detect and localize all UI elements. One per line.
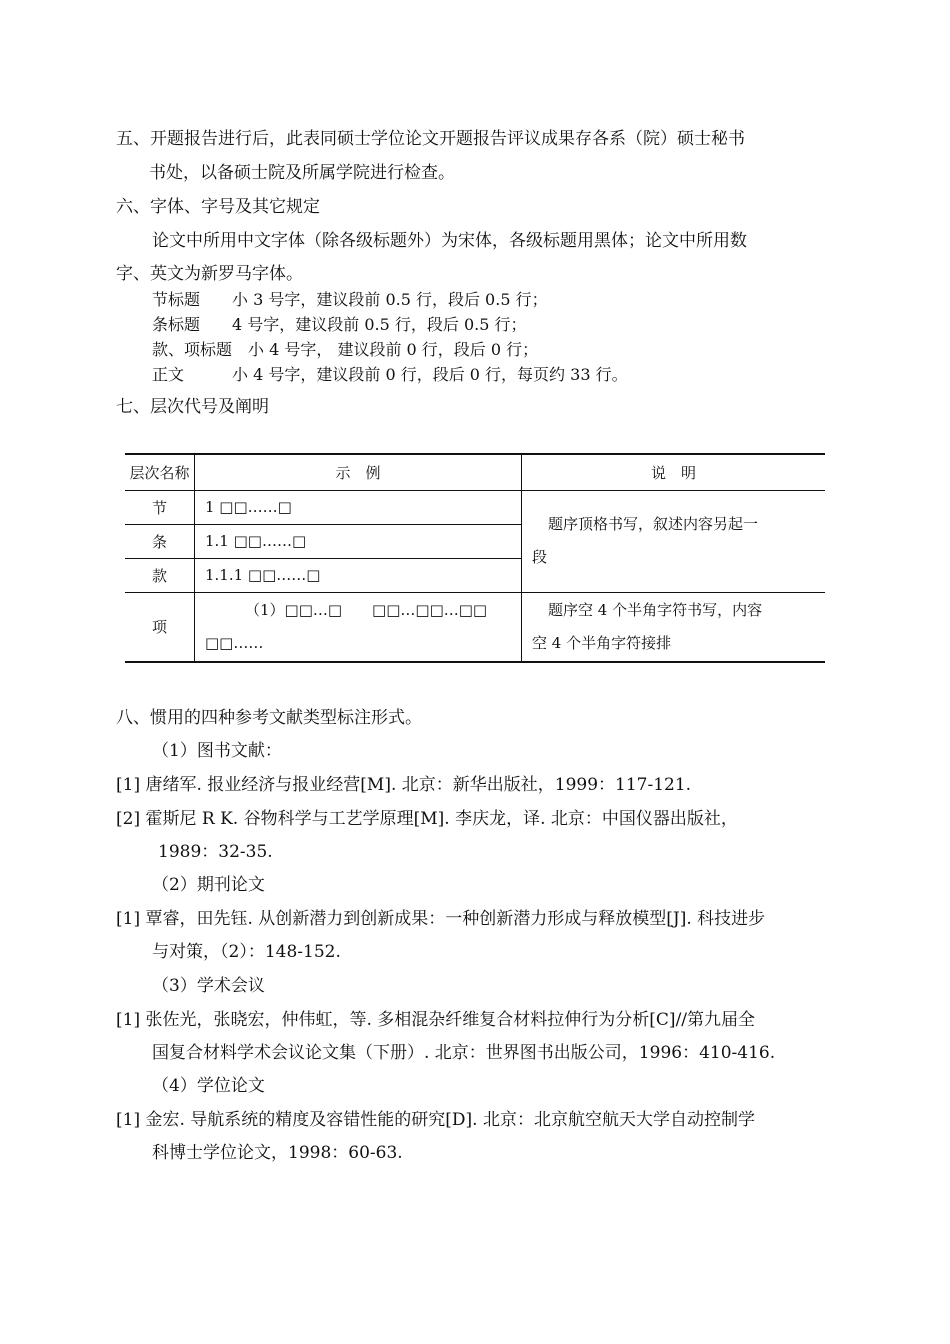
row-example-subclause: 1.1.1 □□……□ xyxy=(195,558,522,592)
conference-ref-1-line2: 国复合材料学术会议论文集（下册）. 北京：世界图书出版公司，1996：410-416. xyxy=(152,1043,776,1063)
section6-para-line1: 论文中所用中文字体（除各级标题外）为宋体，各级标题用黑体；论文中所用数 xyxy=(152,231,747,251)
book-ref-2-line1: [2] 霍斯尼 R K. 谷物科学与工艺学原理[M]. 李庆龙，译. 北京：中国仪器出版社， xyxy=(116,809,738,829)
conference-ref-1-line1: [1] 张佐光，张晓宏，仲伟虹，等. 多相混杂纤维复合材料拉伸行为分析[C]//第九届全 xyxy=(116,1010,756,1030)
book-heading: （1）图书文献： xyxy=(152,741,282,761)
section6-para-line2: 字、英文为新罗马字体。 xyxy=(116,264,303,284)
section8-heading: 八、惯用的四种参考文献类型标注形式。 xyxy=(116,708,422,728)
desc-indented-line1: 题序空 4 个半角字符书写，内容 xyxy=(548,600,763,619)
desc-top-aligned xyxy=(522,490,826,592)
row-name-item: 项 xyxy=(125,592,195,662)
spec-body-text: 正文 小 4 号字，建议段前 0 行，段后 0 行，每页约 33 行。 xyxy=(152,365,628,384)
table-header-row xyxy=(125,454,825,490)
header-example: 示 例 xyxy=(195,454,522,490)
section5-line1: 五、开题报告进行后，此表同硕士学位论文开题报告评议成果存各系（院）硕士秘书 xyxy=(116,129,745,149)
row-example-section: 1 □□……□ xyxy=(195,490,522,524)
conference-heading: （3）学术会议 xyxy=(152,976,265,996)
row-example-item xyxy=(195,592,522,662)
header-description: 说 明 xyxy=(522,454,826,490)
desc-indented-line2: 空 4 个半角字符接排 xyxy=(532,633,672,652)
header-level-name: 层次名称 xyxy=(125,454,195,490)
section7-heading: 七、层次代号及阐明 xyxy=(116,397,269,417)
section5-line2: 书处，以备硕士院及所属学院进行检查。 xyxy=(149,163,455,183)
level-code-table xyxy=(125,453,825,663)
spec-section-title: 节标题 小 3 号字，建议段前 0.5 行，段后 0.5 行； xyxy=(152,290,548,309)
spec-item-title: 款、项标题 小 4 号字， 建议段前 0 行，段后 0 行； xyxy=(152,340,539,359)
table-row xyxy=(125,592,825,662)
journal-heading: （2）期刊论文 xyxy=(152,875,265,895)
book-ref-1: [1] 唐绪军. 报业经济与报业经营[M]. 北京：新华出版社，1999：117-121. xyxy=(116,775,692,795)
row-name-section: 节 xyxy=(125,490,195,524)
thesis-heading: （4）学位论文 xyxy=(152,1076,265,1096)
thesis-ref-1-line1: [1] 金宏. 导航系统的精度及容错性能的研究[D]. 北京：北京航空航天大学自动控制学 xyxy=(116,1110,755,1130)
desc-top-aligned-line1: 题序顶格书写，叙述内容另起一 xyxy=(548,515,759,533)
thesis-ref-1-line2: 科博士学位论文，1998：60-63. xyxy=(152,1143,403,1163)
row-name-subclause: 款 xyxy=(125,558,195,592)
desc-top-aligned-line2: 段 xyxy=(532,548,548,566)
journal-ref-1-line2: 与对策，（2）：148-152. xyxy=(152,942,341,962)
desc-indented xyxy=(522,592,826,662)
table-row xyxy=(125,490,825,524)
row-example-item-line1: （1）□□…□ □□…□□…□□ xyxy=(245,600,488,619)
row-example-clause: 1.1 □□……□ xyxy=(195,524,522,558)
section6-heading: 六、字体、字号及其它规定 xyxy=(116,197,320,217)
row-name-clause: 条 xyxy=(125,524,195,558)
row-example-item-line2: □□…… xyxy=(205,633,264,652)
journal-ref-1-line1: [1] 覃睿，田先钰. 从创新潜力到创新成果：一种创新潜力形成与释放模型[J]. 科技进步 xyxy=(116,909,766,929)
book-ref-2-line2: 1989：32-35. xyxy=(158,842,273,862)
spec-clause-title: 条标题 4 号字，建议段前 0.5 行，段后 0.5 行； xyxy=(152,315,527,334)
